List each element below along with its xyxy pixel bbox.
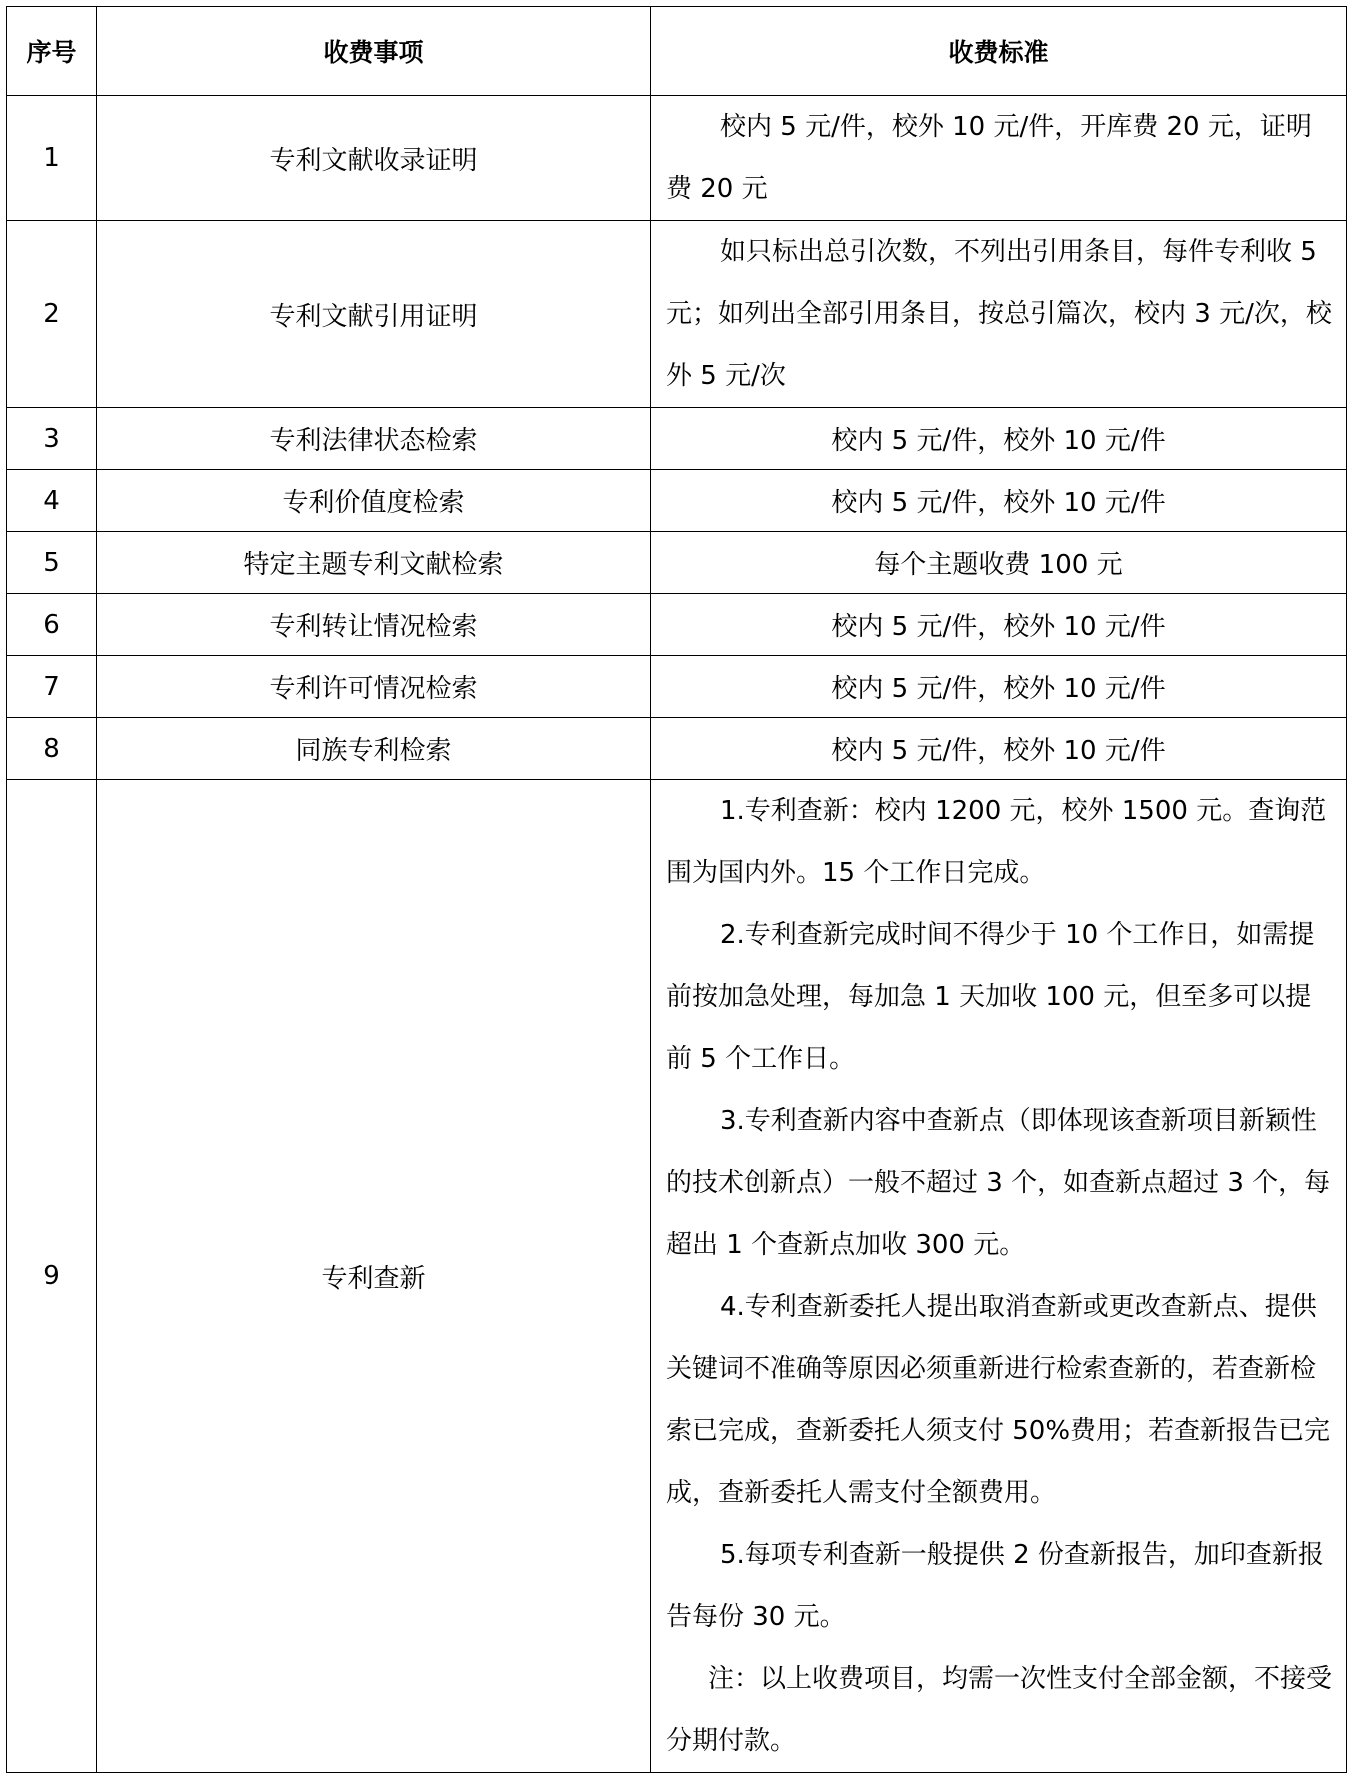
row-item: 专利文献引用证明 bbox=[97, 221, 651, 408]
row-index: 3 bbox=[7, 408, 97, 470]
standard-paragraph: 5.每项专利查新一般提供 2 份查新报告，加印查新报告每份 30 元。 bbox=[666, 1540, 1324, 1632]
header-row bbox=[7, 7, 1347, 96]
row-item: 专利价值度检索 bbox=[97, 470, 651, 532]
header-standard: 收费标准 bbox=[651, 7, 1347, 96]
table-row bbox=[7, 656, 1347, 718]
table-row bbox=[7, 96, 1347, 221]
row-item: 特定主题专利文献检索 bbox=[97, 532, 651, 594]
row-standard bbox=[651, 221, 1347, 408]
header-index: 序号 bbox=[7, 7, 97, 96]
table-row bbox=[7, 780, 1347, 1773]
row-item: 同族专利检索 bbox=[97, 718, 651, 780]
table-row bbox=[7, 470, 1347, 532]
standard-paragraph: 3.专利查新内容中查新点（即体现该查新项目新颖性的技术创新点）一般不超过 3 个，如查新点超过 3 个，每超出 1 个查新点加收 300 元。 bbox=[666, 1106, 1331, 1260]
row-index: 9 bbox=[7, 780, 97, 1773]
table-row bbox=[7, 532, 1347, 594]
row-standard: 每个主题收费 100 元 bbox=[651, 532, 1347, 594]
row-item: 专利法律状态检索 bbox=[97, 408, 651, 470]
row-index: 2 bbox=[7, 221, 97, 408]
row-standard bbox=[651, 96, 1347, 221]
row-standard: 校内 5 元/件，校外 10 元/件 bbox=[651, 470, 1347, 532]
standard-paragraph: 如只标出总引次数，不列出引用条目，每件专利收 5 元；如列出全部引用条目，按总引篇次，校内 3 元/次，校外 5 元/次 bbox=[666, 237, 1332, 391]
table-row bbox=[7, 594, 1347, 656]
row-index: 1 bbox=[7, 96, 97, 221]
row-item: 专利许可情况检索 bbox=[97, 656, 651, 718]
standard-paragraph: 校内 5 元/件，校外 10 元/件，开库费 20 元，证明费 20 元 bbox=[666, 112, 1312, 204]
row-index: 7 bbox=[7, 656, 97, 718]
table-row bbox=[7, 718, 1347, 780]
standard-note: 注：以上收费项目，均需一次性支付全部金额，不接受分期付款。 bbox=[666, 1664, 1333, 1756]
header-item: 收费事项 bbox=[97, 7, 651, 96]
row-standard: 校内 5 元/件，校外 10 元/件 bbox=[651, 408, 1347, 470]
fee-table bbox=[6, 6, 1347, 1773]
row-standard: 校内 5 元/件，校外 10 元/件 bbox=[651, 656, 1347, 718]
row-index: 8 bbox=[7, 718, 97, 780]
row-standard: 校内 5 元/件，校外 10 元/件 bbox=[651, 718, 1347, 780]
row-index: 4 bbox=[7, 470, 97, 532]
row-index: 5 bbox=[7, 532, 97, 594]
row-standard bbox=[651, 780, 1347, 1773]
row-standard: 校内 5 元/件，校外 10 元/件 bbox=[651, 594, 1347, 656]
standard-paragraph: 1.专利查新：校内 1200 元，校外 1500 元。查询范围为国内外。15 个工作日完成。 bbox=[666, 796, 1327, 888]
table-row bbox=[7, 221, 1347, 408]
row-index: 6 bbox=[7, 594, 97, 656]
row-item: 专利查新 bbox=[97, 780, 651, 1773]
row-item: 专利文献收录证明 bbox=[97, 96, 651, 221]
table-row bbox=[7, 408, 1347, 470]
row-item: 专利转让情况检索 bbox=[97, 594, 651, 656]
standard-paragraph: 4.专利查新委托人提出取消查新或更改查新点、提供关键词不准确等原因必须重新进行检索查新的，若查新检索已完成，查新委托人须支付 50%费用；若查新报告已完成，查新委托人需支付全额费用。 bbox=[666, 1292, 1331, 1508]
standard-paragraph: 2.专利查新完成时间不得少于 10 个工作日，如需提前按加急处理，每加急 1 天加收 100 元，但至多可以提前 5 个工作日。 bbox=[666, 920, 1315, 1074]
